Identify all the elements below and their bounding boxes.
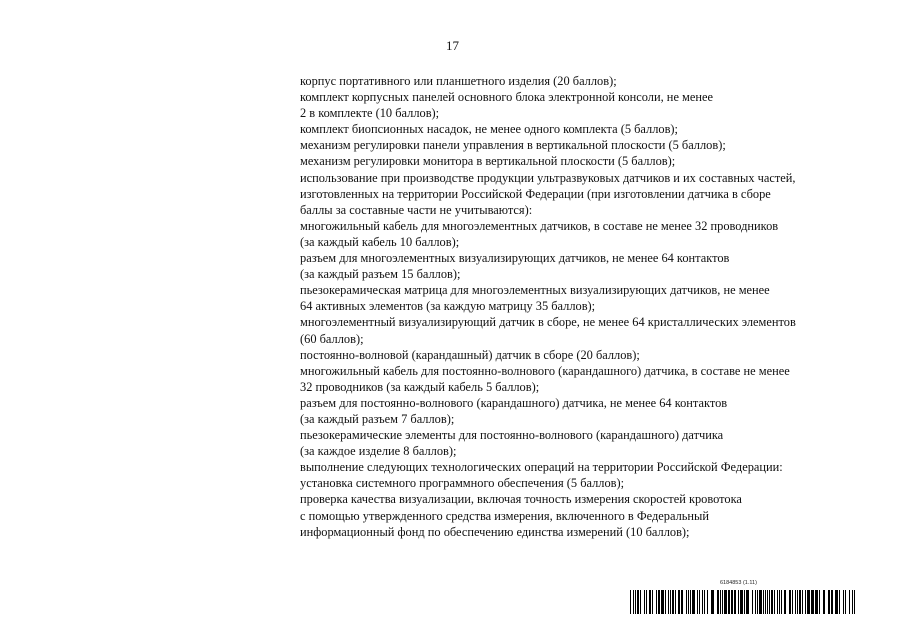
text-line: (60 баллов);	[300, 331, 364, 346]
text-line: комплект корпусных панелей основного блока электронной консоли, не менее	[300, 90, 714, 105]
text-line: 32 проводников (за каждый кабель 5 баллов);	[300, 379, 540, 394]
page-number: 17	[446, 38, 459, 53]
text-line: (за каждое изделие 8 баллов);	[300, 444, 457, 459]
text-line: (за каждый разъем 15 баллов);	[300, 267, 461, 282]
text-line: использование при производстве продукции ультразвуковых датчиков и их составных частей,	[300, 170, 796, 185]
text-line: комплект биопсионных насадок, не менее одного комплекта (5 баллов);	[300, 122, 679, 137]
text-line: проверка качества визуализации, включая точность измерения скоростей кровотока	[300, 492, 742, 507]
text-line: постоянно-волновой (карандашный) датчик в сборе (20 баллов);	[300, 347, 640, 362]
text-line: выполнение следующих технологических операций на территории Российской Федерации:	[300, 460, 783, 475]
text-line: 2 в комплекте (10 баллов);	[300, 106, 440, 121]
text-line: механизм регулировки панели управления в вертикальной плоскости (5 баллов);	[300, 138, 726, 153]
text-line: (за каждый разъем 7 баллов);	[300, 411, 455, 426]
text-line: пьезокерамическая матрица для многоэлементных визуализирующих датчиков, не менее	[300, 283, 770, 298]
text-line: информационный фонд по обеспечению единства измерений (10 баллов);	[300, 524, 690, 539]
text-line: многожильный кабель для постоянно-волнового (карандашного) датчика, в составе не менее	[300, 363, 790, 378]
text-line: корпус портативного или планшетного изделия (20 баллов);	[300, 74, 617, 88]
text-line: многоэлементный визуализирующий датчик в сборе, не менее 64 кристаллических элементов	[300, 315, 796, 330]
text-line: разъем для многоэлементных визуализирующих датчиков, не менее 64 контактов	[300, 251, 730, 266]
text-line: (за каждый кабель 10 баллов);	[300, 234, 460, 249]
text-line: разъем для постоянно-волнового (карандашного) датчика, не менее 64 контактов	[300, 395, 728, 410]
text-line: установка системного программного обеспечения (5 баллов);	[300, 476, 625, 491]
text-line: баллы за составные части не учитываются):	[300, 202, 533, 217]
text-line: 64 активных элементов (за каждую матрицу 35 баллов);	[300, 299, 596, 314]
barcode-icon	[630, 590, 856, 614]
text-line: изготовленных на территории Российской Федерации (при изготовлении датчика в сборе	[300, 186, 771, 201]
document-body	[300, 73, 865, 540]
text-line: пьезокерамические элементы для постоянно-волнового (карандашного) датчика	[300, 428, 724, 443]
text-line: многожильный кабель для многоэлементных датчиков, в составе не менее 32 проводников	[300, 218, 779, 233]
text-line: механизм регулировки монитора в вертикальной плоскости (5 баллов);	[300, 154, 676, 169]
text-line: с помощью утвержденного средства измерения, включенного в Федеральный	[300, 508, 710, 523]
barcode-id: 6184853 (1.11)	[720, 580, 757, 586]
